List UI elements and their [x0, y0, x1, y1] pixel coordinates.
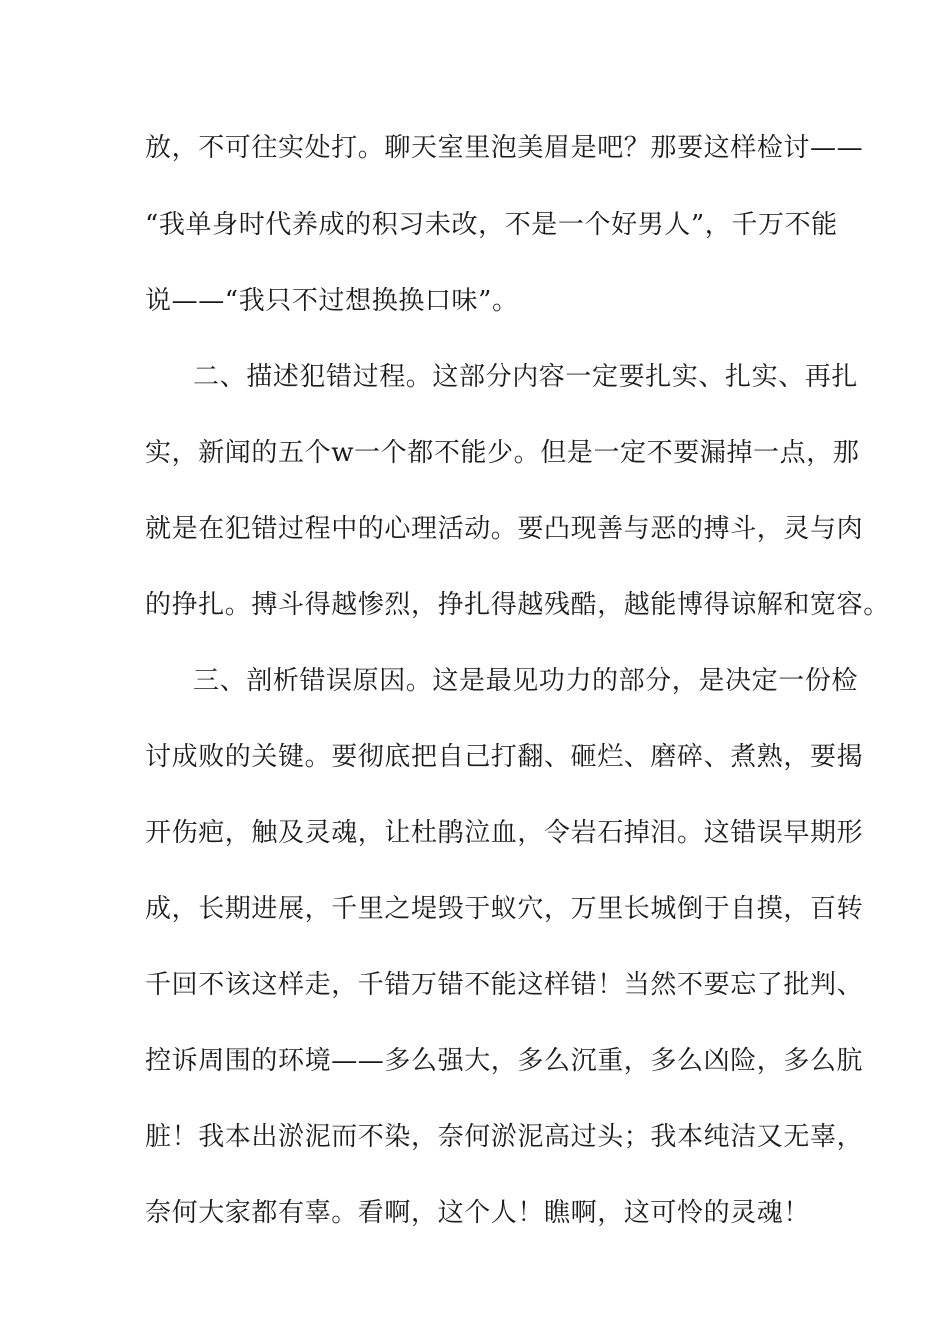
text-line: 脏！我本出淤泥而不染，奈何淤泥高过头；我本纯洁又无辜， [145, 1122, 864, 1152]
section-three-heading-line: 三、剖析错误原因。这是最见功力的部分，是决定一份检 [193, 666, 859, 696]
text-line: “我单身时代养成的积习未改，不是一个好男人”，千万不能 [145, 210, 838, 240]
section-two-heading-line: 二、描述犯错过程。这部分内容一定要扎实、扎实、再扎 [193, 362, 859, 392]
text-line: 奈何大家都有辜。看啊，这个人！瞧啊，这可怜的灵魂！ [145, 1198, 811, 1228]
text-line: 讨成败的关键。要彻底把自己打翻、砸烂、磨碎、煮熟，要揭 [145, 742, 864, 772]
text-line: 千回不该这样走，千错万错不能这样错！当然不要忘了批判、 [145, 970, 864, 1000]
text-line: 放，不可往实处打。聊天室里泡美眉是吧？那要这样检讨—— [145, 133, 864, 163]
text-line: 的挣扎。搏斗得越惨烈，挣扎得越残酷，越能博得谅解和宽容。 [145, 590, 890, 620]
text-line: 成，长期进展，千里之堤毁于蚁穴，万里长城倒于自摸，百转 [145, 894, 864, 924]
text-line: 说——“我只不过想换换口味”。 [145, 286, 519, 316]
text-line: 控诉周围的环境——多么强大，多么沉重，多么凶险，多么肮 [145, 1046, 864, 1076]
text-line: 实，新闻的五个w一个都不能少。但是一定不要漏掉一点，那 [145, 438, 860, 468]
text-line: 就是在犯错过程中的心理活动。要凸现善与恶的搏斗，灵与肉 [145, 514, 864, 544]
text-line: 开伤疤，触及灵魂，让杜鹃泣血，令岩石掉泪。这错误早期形 [145, 818, 864, 848]
